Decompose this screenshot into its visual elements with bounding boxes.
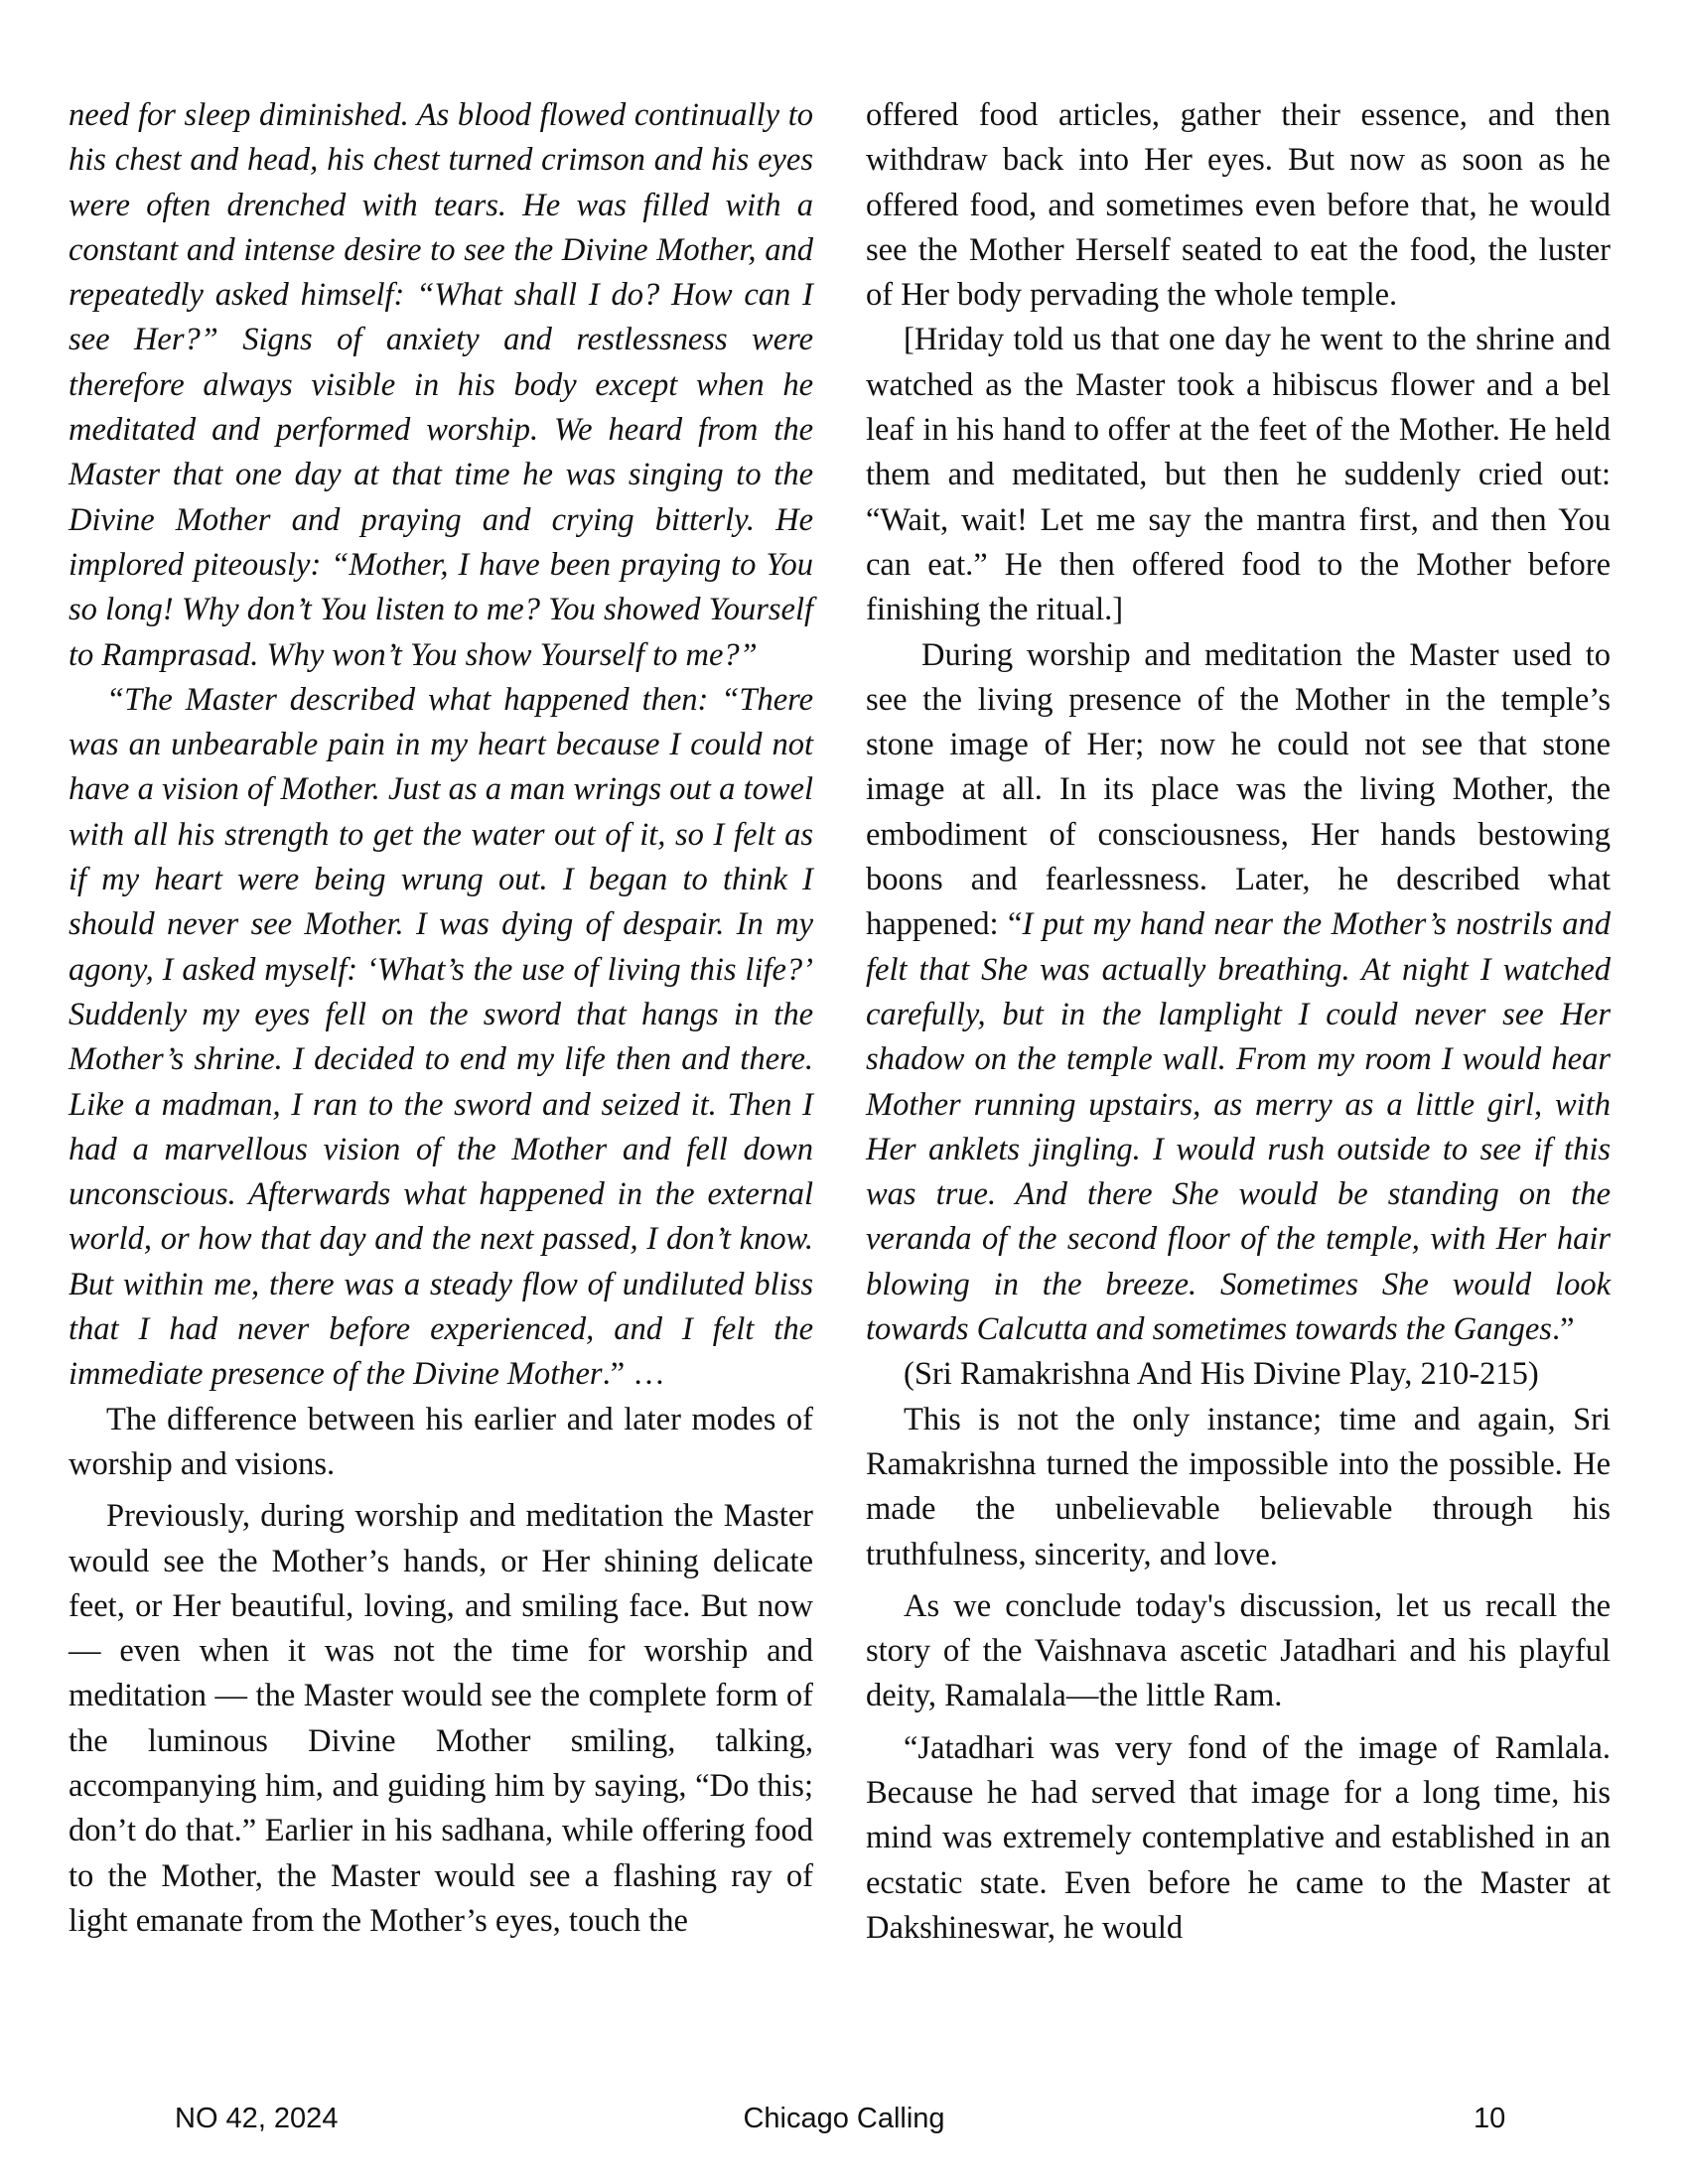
paragraph bbox=[866, 633, 1611, 1353]
paragraph: “Jatadhari was very fond of the image of Ramlala. Because he had served that image for a long time, his mind was extremely contemplative and established in an ecstatic state. Even before he came to the Master at Dakshineswar, he would bbox=[866, 1729, 1611, 1946]
quote-end: .” … bbox=[602, 1356, 665, 1393]
paragraph: This is not the only instance; time and again, Sri Ramakrishna turned the impossible into the possible. He made the unbelievable believable through his truthfulness, sincerity, and love. bbox=[866, 1401, 1611, 1572]
paragraph: Previously, during worship and meditation the Master would see the Mother’s hands, or Her shining delicate feet, or Her beautiful, loving, and smiling face. But now — even when it was not the time for worship and meditation — the Master would see the complete form of the luminous Divine Mother smiling, talking, accompanying him, and guiding him by saying, “Do this; don’t do that.” Earlier in his sadhana, while offering food to the Mother, the Master would see a flashing ray of light emanate from the Mother’s eyes, touch the bbox=[69, 1498, 813, 1939]
quote-end: .” bbox=[1551, 1311, 1575, 1348]
paragraph: offered food articles, gather their essence, and then withdraw back into Her eyes. But now as soon as he offered food, and sometimes even before that, he would see the Mother Herself seated to eat the food, the luster of Her body pervading the whole temple. bbox=[866, 97, 1611, 314]
publication-title: Chicago Calling bbox=[743, 2103, 945, 2134]
paragraph: As we conclude today's discussion, let us recall the story of the Vaishnava ascetic Jatadhari and his playful deity, Ramalala—the little Ram. bbox=[866, 1587, 1611, 1714]
paragraph-lead: During worship and meditation the Master used to see the living presence of the Mother in the temple’s stone image of Her; now he could not see that stone image at all. In its place was the living Mother, the embodiment of consciousness, Her hands bestowing boons and fearlessness. Later, he described what happened: “ bbox=[866, 636, 1611, 943]
italic-quote: I put my hand near the Mother’s nostrils and felt that She was actually breathing. At night I watched carefully, but in the lamplight I could never see Her shadow on the temple wall. From my room I would hear Mother running upstairs, as merry as a little girl, with Her anklets jingling. I would rush outside to see if this was true. And there She would be standing on the veranda of the second floor of the temple, with Her hair blowing in the breeze. Sometimes She would look towards Calcutta and sometimes towards the Ganges bbox=[866, 906, 1611, 1348]
paragraph bbox=[69, 678, 813, 1398]
issue-label: NO 42, 2024 bbox=[175, 2103, 339, 2134]
right-column bbox=[866, 93, 1611, 1951]
page-footer bbox=[0, 2103, 1688, 2142]
paragraph: The difference between his earlier and later modes of worship and visions. bbox=[69, 1401, 813, 1482]
italic-quote: “The Master described what happened then: “There was an unbearable pain in my heart because I could not have a vision of Mother. Just as a man wrings out a towel with all his strength to get the water out of it, so I felt as if my heart were being wrung out. I began to think I should never see Mother. I was dying of despair. In my agony, I asked myself: ‘What’s the use of living this life?’ Suddenly my eyes fell on the sword that hangs in the Mother’s shrine. I decided to end my life then and there. Like a madman, I ran to the sword and seized it. Then I had a marvellous vision of the Mother and fell down unconscious. Afterwards what happened in the external world, or how that day and the next passed, I don’t know. But within me, there was a steady flow of undiluted bliss that I had never before experienced, and I felt the immediate presence of the Divine Mother bbox=[69, 681, 813, 1393]
left-column bbox=[69, 93, 813, 1944]
paragraph: [Hriday told us that one day he went to the shrine and watched as the Master took a hibiscus flower and a bel leaf in his hand to offer at the feet of the Mother. He held them and meditated, but then he suddenly cried out: “Wait, wait! Let me say the mantra first, and then You can eat.” He then offered food to the Mother before finishing the ritual.] bbox=[866, 322, 1611, 628]
citation: (Sri Ramakrishna And His Divine Play, 210-215) bbox=[904, 1356, 1539, 1393]
page-number: 10 bbox=[1474, 2103, 1506, 2134]
paragraph: need for sleep diminished. As blood flowed continually to his chest and head, his chest turned crimson and his eyes were often drenched with tears. He was filled with a constant and intense desire to see the Divine Mother, and repeatedly asked himself: “What shall I do? How can I see Her?” Signs of anxiety and restlessness were therefore always visible in his body except when he meditated and performed worship. We heard from the Master that one day at that time he was singing to the Divine Mother and praying and crying bitterly. He implored piteously: “Mother, I have been praying to You so long! Why don’t You listen to me? You showed Yourself to Ramprasad. Why won’t You show Yourself to me?” bbox=[69, 97, 813, 673]
